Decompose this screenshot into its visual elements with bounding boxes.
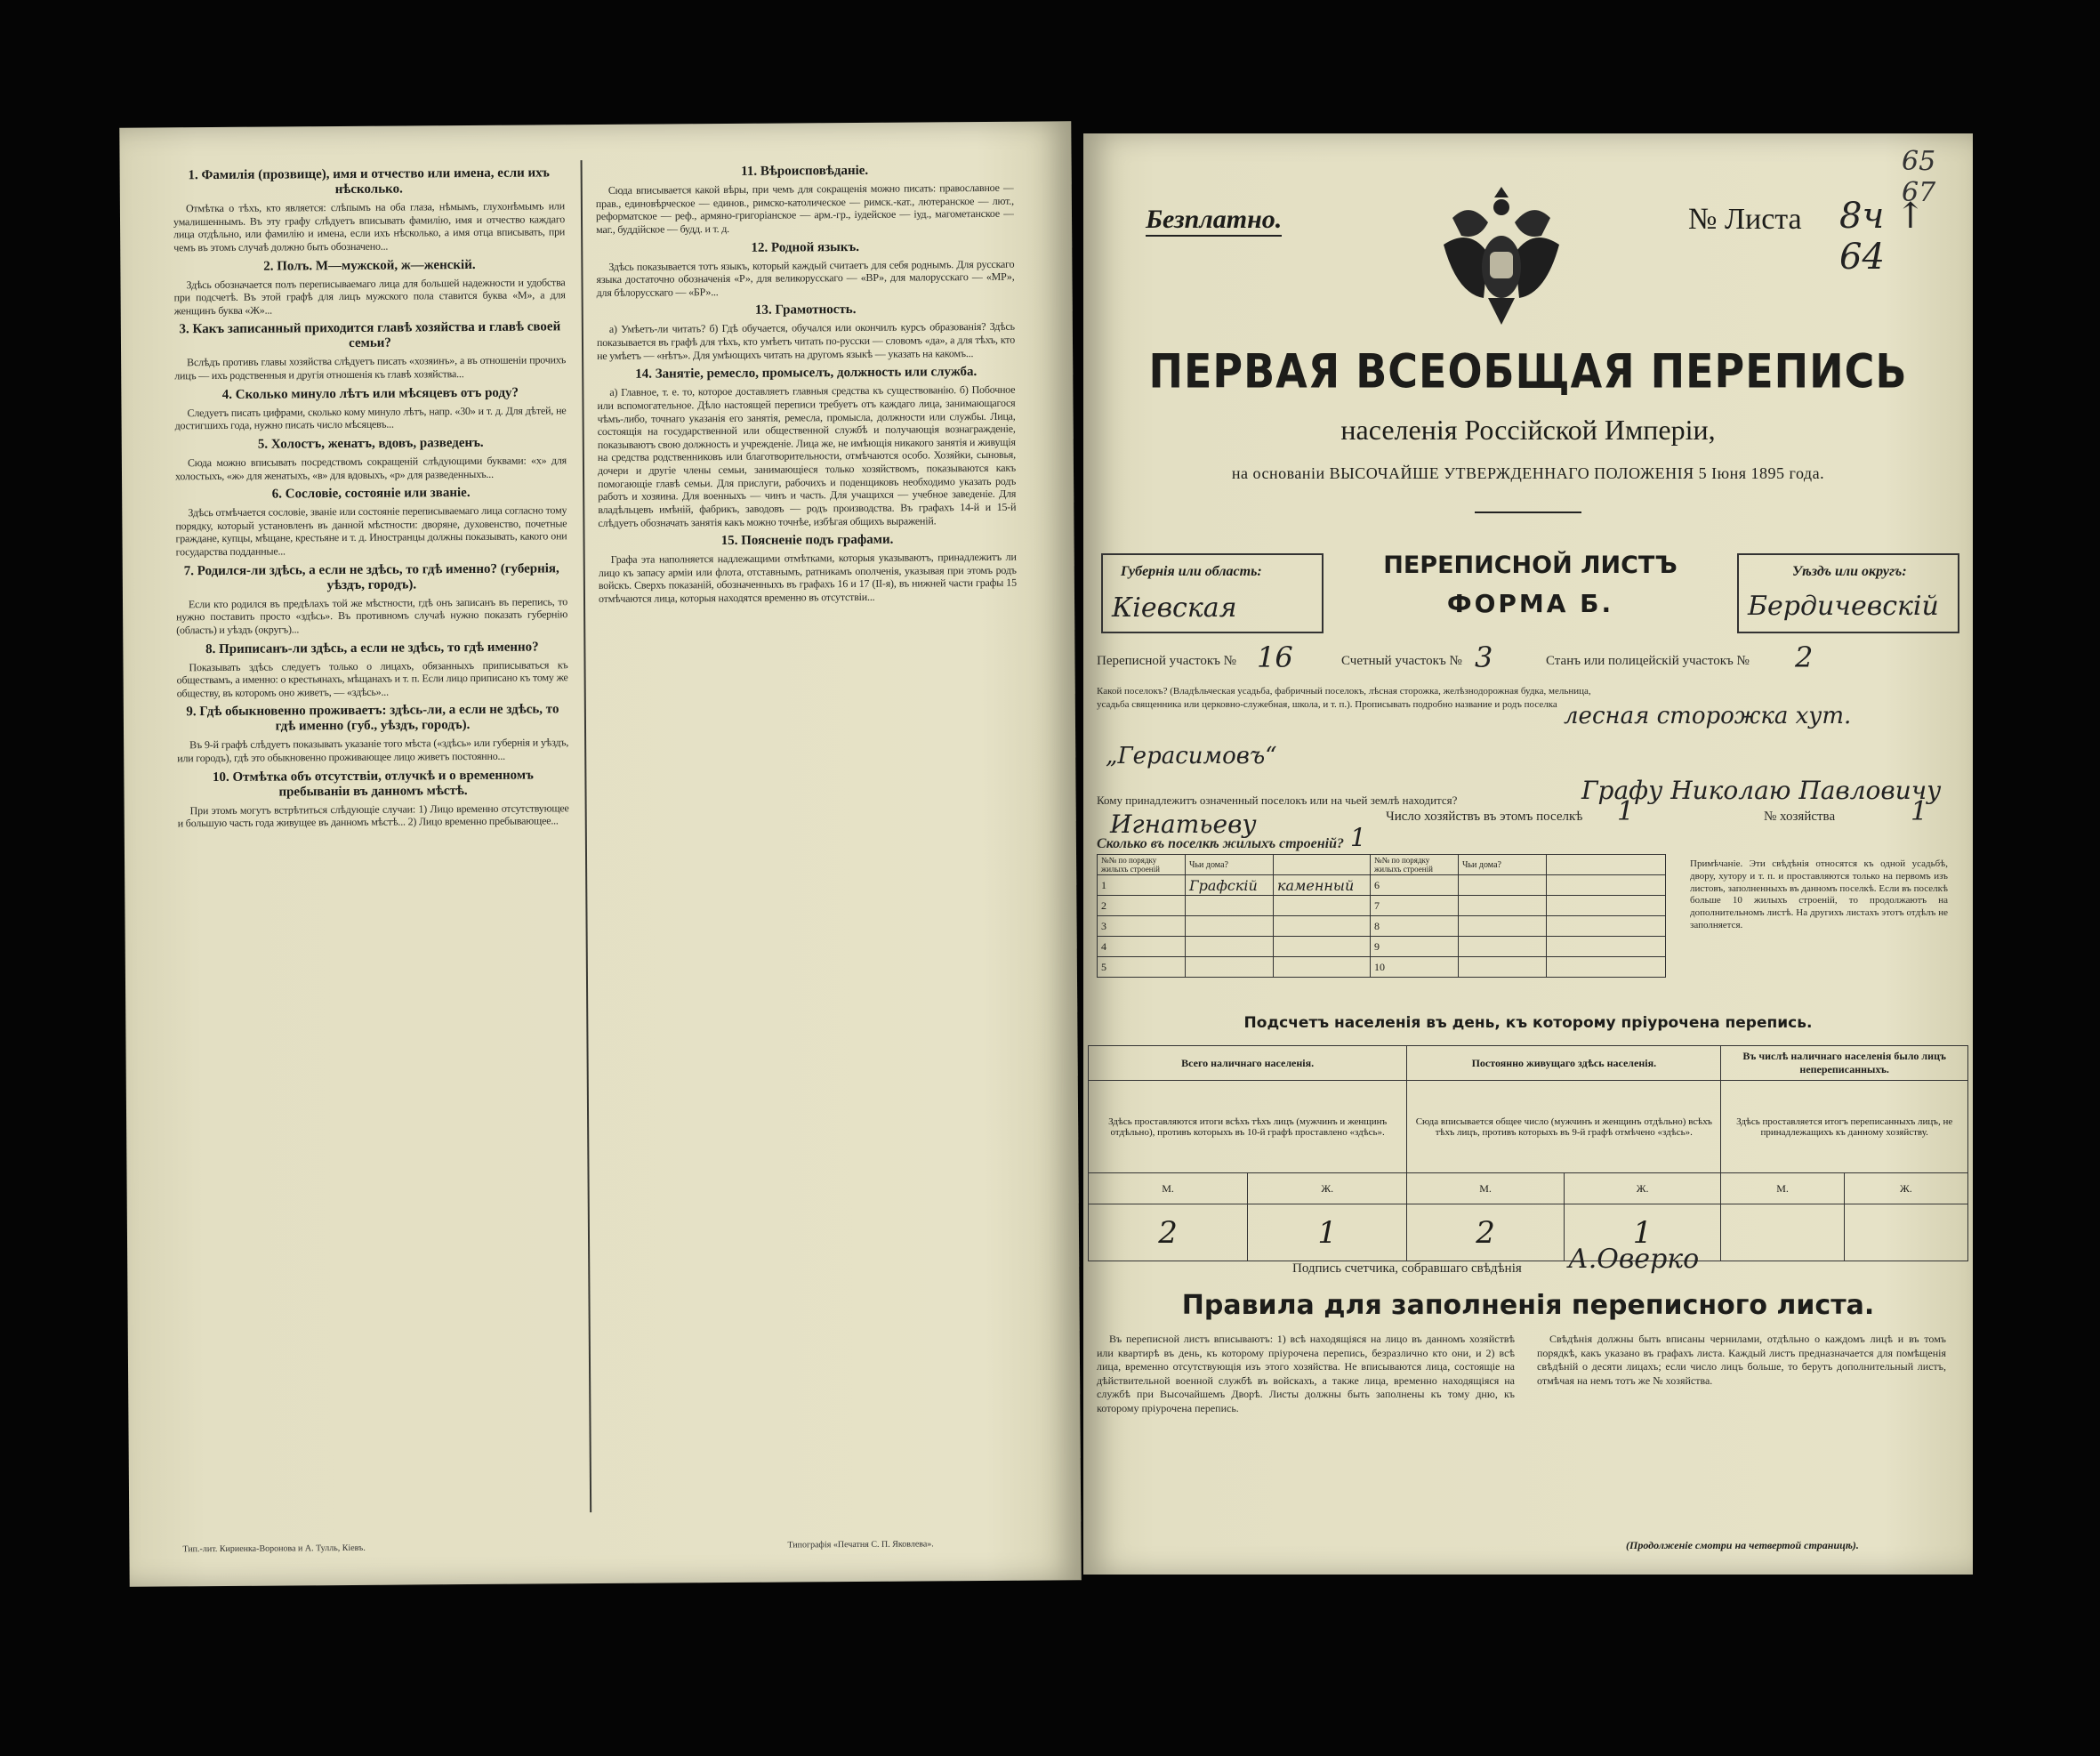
table-cell: 10 xyxy=(1371,957,1459,978)
instruction-text: а) Главное, т. е. то, которое доставляетъ главныя средства къ существованію. б) Побочное или вспомогательное. Дѣло настоящей переписи требуетъ отъ каждаго лица, занимающагося чѣмъ-либо, точнаго указанія его занятія, ремесла, промысла, должности или службы. Лица, состоящія на государственной или общественной службѣ и получающія вознагражденіе, показываютъ свою должность и учрежденіе. Лица же, не имѣющія никакого занятія и живущія на средства родственниковъ или благотворительности, отмѣчаются особо. Хозяйки, сыновья, дочери и другіе члены семьи, занимающіеся только хозяйствомъ, показываются какъ помогающіе главѣ семьи. Для прислуги, рабочихъ и поденщиковъ необходимо указать родъ работъ и хозяина. Для военныхъ — чинъ и часть. Для учащихся — учебное заведеніе. Для владѣльцевъ имѣній, фабрикъ, заводовъ — родъ производства. Въ графахъ 14-й и 15-й слѣдуетъ обозначать занятія какъ можно точнѣе, избѣгая общихъ выраженій. xyxy=(597,383,1017,529)
instruction-text: Здѣсь отмѣчается сословіе, званіе или состояніе переписываемаго лица согласно тому порядку, который установленъ въ данной мѣстности: дворяне, духовенство, почетные граждане, купцы, мѣщане, крестьяне и т. д. Иностранцы должны показывать, какого они государства подданные... xyxy=(175,503,567,559)
house-material-handwritten: каменный xyxy=(1277,876,1355,894)
instruction-heading: 2. Полъ. М—мужской, ж—женскій. xyxy=(263,257,476,274)
settlement-value-1: лесная сторожка хут. xyxy=(1564,703,1852,729)
table-cell xyxy=(1186,896,1274,916)
instructions-column-left xyxy=(173,160,575,1515)
table-cell xyxy=(1721,1204,1845,1261)
houses-note: Примѣчаніе. Эти свѣдѣнія относятся къ одной усадьбѣ, двору, хутору и т. п. и проставляются только на первомъ изъ листовъ, заполненныхъ въ данномъ поселкѣ. Если въ поселкѣ больше 10 жилыхъ строеній, то продолжаютъ на дополнительномъ листѣ. На другихъ листахъ этотъ отдѣлъ не заполняется. xyxy=(1690,858,1948,930)
instruction-heading: 5. Холостъ, женатъ, вдовъ, разведенъ. xyxy=(257,435,484,452)
table-header-cell: №№ по порядку жилыхъ строеній xyxy=(1371,855,1459,875)
owner-value-2: Игнатьеву xyxy=(1110,810,1257,839)
sheet-number-handwritten: 8ч ↑ 64 xyxy=(1839,196,1926,278)
instruction-heading: 3. Какъ записанный приходится главѣ хозяйства и главѣ своей семьи? xyxy=(179,319,561,351)
sheet-number-label: № Листа xyxy=(1688,203,1802,236)
instruction-text: Здѣсь показывается тотъ языкъ, который каждый считаетъ для себя роднымъ. Для русскаго языка достаточно обозначенія «Р», для великорусскаго — «ВР», для малорусскаго — «МР», для бѣлорусскаго — «БР»... xyxy=(596,257,1015,299)
table-row xyxy=(1098,937,1666,957)
handwritten-folio-number: 65 67 xyxy=(1902,146,1936,208)
table-header-cell xyxy=(1547,855,1666,875)
instruction-text: Сюда можно вписывать посредствомъ сокращеній слѣдующими буквами: «х» для холостыхъ, «ж» для женатыхъ, «в» для вдовыхъ, «р» для разведенныхъ... xyxy=(174,454,567,482)
table-header-cell: Всего наличнаго населенія. xyxy=(1089,1046,1407,1081)
instruction-heading: 9. Гдѣ обыкновенно проживаетъ: здѣсь-ли, а если не здѣсь, то гдѣ именно (губ., уѣздъ, городъ). xyxy=(186,702,559,734)
table-row xyxy=(1098,916,1666,937)
table-cell xyxy=(1274,916,1371,937)
table-cell: Здѣсь проставляется итогъ переписанныхъ лицъ, не принадлежащихъ къ данному хозяйству. xyxy=(1721,1081,1968,1173)
table-cell xyxy=(1459,937,1547,957)
printer-imprint-right: Типографія «Печатня С. П. Яковлева». xyxy=(787,1539,934,1551)
table-row xyxy=(1089,1204,1968,1261)
instruction-heading: 13. Грамотность. xyxy=(754,302,857,318)
instruction-text: Показывать здѣсь следуетъ только о лицахъ, обязанныхъ приписываться къ обществамъ, а именно: о крестьянахъ, мѣщанахъ и т. п. Если лицо приписано къ тому же обществу, въ которомъ оно живетъ, — «здѣсь»... xyxy=(176,657,568,700)
table-cell xyxy=(1459,957,1547,978)
table-cell xyxy=(1547,957,1666,978)
column-divider xyxy=(581,160,592,1512)
table-header-cell: №№ по порядку жилыхъ строеній xyxy=(1098,855,1186,875)
rules-text-left: Въ переписной листъ вписываютъ: 1) всѣ находящіяся на лицо въ данномъ хозяйствѣ или квартирѣ въ день, къ которому пріурочена перепись, безразлично кто они, и 2) всѣ лица, временно отсутствующія изъ этого хозяйства. Не вписываются лица, состоящіе на дѣйствительной военной службѣ въ войскахъ, а также лица, временно находящіяся на службѣ при Высочайшемъ Дворѣ. Листы должны быть заполнены къ тому дню, къ которому пріурочена перепись. xyxy=(1097,1333,1515,1414)
census-main-title: ПЕРВАЯ ВСЕОБЩАЯ ПЕРЕПИСЬ xyxy=(1148,342,1908,399)
table-cell: Ж. xyxy=(1248,1173,1407,1204)
table-cell: М. xyxy=(1407,1173,1565,1204)
instruction-heading: 6. Сословіе, состояніе или званіе. xyxy=(271,486,471,502)
table-cell: Сюда вписывается общее число (мужчинъ и женщинъ отдѣльно) всѣхъ тѣхъ лицъ, противъ которыхъ въ 9-й графѣ отмѣчено «здѣсь». xyxy=(1407,1081,1721,1173)
table-cell xyxy=(1547,896,1666,916)
owner-value-1: Графу Николаю Павловичу xyxy=(1581,776,1942,805)
province-label: Губернія или область: xyxy=(1121,564,1262,579)
table-cell: 7 xyxy=(1371,896,1459,916)
police-section-label: Станъ или полицейскій участокъ № xyxy=(1546,654,1750,668)
instruction-text: Въ 9-й графѣ слѣдуетъ показывать указаніе того мѣста («здѣсь» или губернія и уѣздъ, или городъ), гдѣ это обыкновенно проживающее лицо живетъ постоянно... xyxy=(177,736,569,765)
table-cell xyxy=(1459,875,1547,896)
counting-section-label: Счетный участокъ № xyxy=(1341,654,1462,668)
instruction-heading: 15. Поясненіе подъ графами. xyxy=(720,532,894,549)
census-section-value: 16 xyxy=(1257,640,1293,674)
instruction-heading: 11. Вѣроисповѣданіе. xyxy=(741,163,869,179)
table-cell: 4 xyxy=(1098,937,1186,957)
table-row xyxy=(1098,957,1666,978)
census-subtitle: населенія Россійской Имперіи, xyxy=(1340,414,1716,446)
settlement-value-2: „Герасимовъ“ xyxy=(1106,743,1277,769)
instruction-text: Следуетъ писать цифрами, сколько кому минуло лѣтъ, напр. «30» и т. д. Для дѣтей, не достигшихъ года, нужно писать число мѣсяцевъ... xyxy=(174,403,567,432)
table-cell xyxy=(1274,896,1371,916)
instruction-text: Здѣсь обозначается полъ переписываемаго лица для большей надежности и удобства при подсчетѣ. Въ этой графѣ для лицъ мужского пола ставится буква «М», а для женщинъ буква «Ж»... xyxy=(173,275,566,318)
district-label: Уѣздъ или округъ: xyxy=(1792,564,1907,579)
table-cell: М. xyxy=(1721,1173,1845,1204)
table-cell xyxy=(1547,937,1666,957)
printer-imprint-left: Тип.-лит. Кириенка-Воронова и А. Тулль, Кіевъ. xyxy=(182,1543,366,1555)
right-page xyxy=(1083,133,1973,1575)
instruction-text: Сюда вписывается какой вѣры, при чемъ для сокращенія можно писать: православное — прав., единовѣрческое — единов., римско-католическое — римск.-кат., лютеранское — лют., реформатское — реф., армяно-григоріанское — арм.-гр., іудейское — іуд., магометанское — маг., буддійское — будд. и т. д. xyxy=(595,181,1015,236)
legal-basis-line: на основаніи ВЫСОЧАЙШЕ УТВЕРЖДЕННАГО ПОЛОЖЕНІЯ 5 Іюня 1895 года. xyxy=(1231,464,1825,482)
households-value: 1 xyxy=(1617,796,1635,827)
table-cell: М. xyxy=(1089,1173,1248,1204)
table-header-cell: Чьи дома? xyxy=(1186,855,1274,875)
table-cell: 6 xyxy=(1371,875,1459,896)
table-cell xyxy=(1547,916,1666,937)
instruction-text: Графа эта наполняется надлежащими отмѣтками, которыя указываютъ, принадлежитъ ли лицо къ запасу арміи или флота, отставнымъ, ратникамъ ополченія, указывая при этомъ родъ войскъ. Сверхъ показаній, обозначенныхъ въ графахъ 16 и 17 (II-я), въ нижней части графы 15 отмѣчаются лица, которыя находятся временно въ отсутствіи... xyxy=(598,550,1017,606)
population-count-table xyxy=(1088,1045,1968,1261)
table-header-cell xyxy=(1274,855,1371,875)
form-name: ФОРМА Б. xyxy=(1446,589,1614,618)
table-cell xyxy=(1274,957,1371,978)
instruction-heading: 4. Сколько минуло лѣтъ или мѣсяцевъ отъ роду? xyxy=(221,385,519,402)
left-page xyxy=(119,121,1081,1586)
households-label: Число хозяйствъ въ этомъ поселкѣ xyxy=(1386,810,1583,824)
table-cell xyxy=(1186,916,1274,937)
table-cell xyxy=(1459,916,1547,937)
table-cell: 2 xyxy=(1407,1204,1565,1261)
table-cell: 1 xyxy=(1564,1204,1721,1261)
table-row xyxy=(1098,855,1666,875)
province-box xyxy=(1101,553,1324,633)
rules-text-right: Свѣдѣнія должны быть вписаны чернилами, отдѣльно о каждомъ лицѣ и въ томъ порядкѣ, какъ указано въ графахъ листа. Каждый листъ предназначается для помѣщенія свѣдѣній о десяти лицахъ; если число лицъ больше, то берутъ дополнительный листъ, отмѣчая на немъ тотъ же № хозяйства. xyxy=(1537,1333,1946,1387)
table-cell: 1 xyxy=(1248,1204,1407,1261)
table-cell xyxy=(1186,937,1274,957)
double-headed-eagle-emblem xyxy=(1435,182,1568,334)
table-cell xyxy=(1186,875,1274,896)
table-cell: 8 xyxy=(1371,916,1459,937)
instruction-heading: 12. Родной языкъ. xyxy=(751,239,860,255)
continued-note: (Продолженіе смотри на четвертой страницѣ). xyxy=(1626,1539,1859,1551)
table-row xyxy=(1089,1173,1968,1204)
instruction-text: При этомъ могутъ встрѣтиться слѣдующіе случаи: 1) Лицо временно отсутствующее и большую часть года живущее въ данномъ мѣстѣ... 2) Лицо временно пребывающее... xyxy=(177,801,569,830)
owner-label: Кому принадлежитъ означенный поселокъ или на чьей землѣ находится? xyxy=(1097,793,1458,807)
instruction-heading: 7. Родился-ли здѣсь, а если не здѣсь, то гдѣ именно? (губернія, уѣздъ, городъ). xyxy=(183,560,559,592)
table-row xyxy=(1089,1046,1968,1081)
instruction-text: Если кто родился въ предѣлахъ той же мѣстности, гдѣ онъ записанъ въ перепись, то нужно поставить просто «здѣсь». Въ противномъ случаѣ нужно показать губернію (область) и уѣздъ (округъ)... xyxy=(176,594,568,637)
table-row xyxy=(1098,896,1666,916)
instruction-heading: 14. Занятіе, ремесло, промыселъ, должность или служба. xyxy=(635,365,978,382)
table-header-cell: Постоянно живущаго здѣсь населенія. xyxy=(1407,1046,1721,1081)
police-section-value: 2 xyxy=(1795,640,1814,674)
population-count-header: Подсчетъ населенія въ день, къ которому пріурочена перепись. xyxy=(1243,1014,1813,1032)
table-header-cell: Въ числѣ наличнаго населенія было лицъ непереписанныхъ. xyxy=(1721,1046,1968,1081)
instruction-text: а) Умѣетъ-ли читать? б) Гдѣ обучается, обучался или окончилъ курсъ образованія? Здѣсь показывается въ графѣ для тѣхъ, кто умѣетъ читать по-русски — словомъ «да», а для тѣхъ, кто не умѣетъ — «нѣтъ». Для умѣющихъ читать на другомъ языкѣ — указать на какомъ... xyxy=(596,320,1016,362)
house-owner-handwritten: Графскій xyxy=(1189,876,1258,894)
living-buildings-label: Сколько въ поселкѣ жилыхъ строеній? xyxy=(1097,836,1344,851)
table-cell: Ж. xyxy=(1844,1173,1967,1204)
instruction-heading: 1. Фамилія (прозвище), имя и отчество или имена, если ихъ нѣсколько. xyxy=(188,165,550,197)
province-value: Кіевская xyxy=(1112,592,1237,624)
household-number-label: № хозяйства xyxy=(1764,810,1836,824)
instructions-column-right xyxy=(596,157,1024,1512)
table-row xyxy=(1089,1081,1968,1173)
table-cell xyxy=(1274,875,1371,896)
houses-table xyxy=(1097,854,1666,978)
table-cell: 1 xyxy=(1098,875,1186,896)
instruction-heading: 10. Отмѣтка объ отсутствіи, отлучкѣ и о временномъ пребываніи въ данномъ мѣстѣ. xyxy=(212,768,534,800)
signature-label: Подпись счетчика, собравшаго свѣдѣнія xyxy=(1292,1261,1522,1276)
census-section-label: Переписной участокъ № xyxy=(1097,654,1236,668)
instruction-heading: 8. Приписанъ-ли здѣсь, а если не здѣсь, то гдѣ именно? xyxy=(205,639,539,656)
household-number-value: 1 xyxy=(1911,796,1928,827)
table-cell: 2 xyxy=(1089,1204,1248,1261)
table-cell: 2 xyxy=(1098,896,1186,916)
instruction-text: Отмѣтка о тѣхъ, кто является: слѣпымъ на оба глаза, нѣмымъ, глухонѣмымъ или умалишеннымъ. Въ эту графу слѣдуетъ вписывать фамилію, имя и отчество каждаго лица отдѣльно, или фамилію и имена, если ихъ нѣсколько, а имя отца вписывать, при чемъ въ этомъ случаѣ должно быть обозначено... xyxy=(173,199,566,254)
table-cell xyxy=(1459,896,1547,916)
free-label: Безплатно. xyxy=(1146,205,1282,237)
table-cell xyxy=(1844,1204,1967,1261)
table-cell: 5 xyxy=(1098,957,1186,978)
table-cell xyxy=(1186,957,1274,978)
district-value: Бердичевскій xyxy=(1748,591,1939,622)
table-cell: 9 xyxy=(1371,937,1459,957)
living-buildings-value: 1 xyxy=(1350,823,1366,852)
table-cell: Ж. xyxy=(1564,1173,1721,1204)
settlement-label: Какой поселокъ? (Владѣльческая усадьба, фабричный поселокъ, лѣсная сторожка, желѣзнодорожная будка, мельница, усадьба священника или церковно-служебная, школа, и т. п.). Прописывать подробно название и родъ поселка xyxy=(1097,686,1591,710)
title-divider xyxy=(1475,511,1581,513)
counting-section-value: 3 xyxy=(1475,640,1493,674)
signature-value: А.Оверко xyxy=(1568,1244,1700,1275)
table-cell: Здѣсь проставляются итоги всѣхъ тѣхъ лицъ (мужчинъ и женщинъ отдѣльно), противъ которыхъ въ 10-й графѣ проставлено «здѣсь». xyxy=(1089,1081,1407,1173)
form-title: ПЕРЕПИСНОЙ ЛИСТЪ xyxy=(1383,552,1678,579)
table-row xyxy=(1098,875,1666,896)
instruction-text: Вслѣдъ противъ главы хозяйства слѣдуетъ писать «хозяинъ», а въ отношеніи прочихъ лицъ — ихъ родственныя и другія отношенія къ главѣ хозяйства... xyxy=(174,353,567,383)
district-box xyxy=(1737,553,1959,633)
rules-title: Правила для заполненія переписного листа. xyxy=(1181,1290,1875,1321)
table-cell xyxy=(1547,875,1666,896)
table-header-cell: Чьи дома? xyxy=(1459,855,1547,875)
table-cell: 3 xyxy=(1098,916,1186,937)
table-cell xyxy=(1274,937,1371,957)
